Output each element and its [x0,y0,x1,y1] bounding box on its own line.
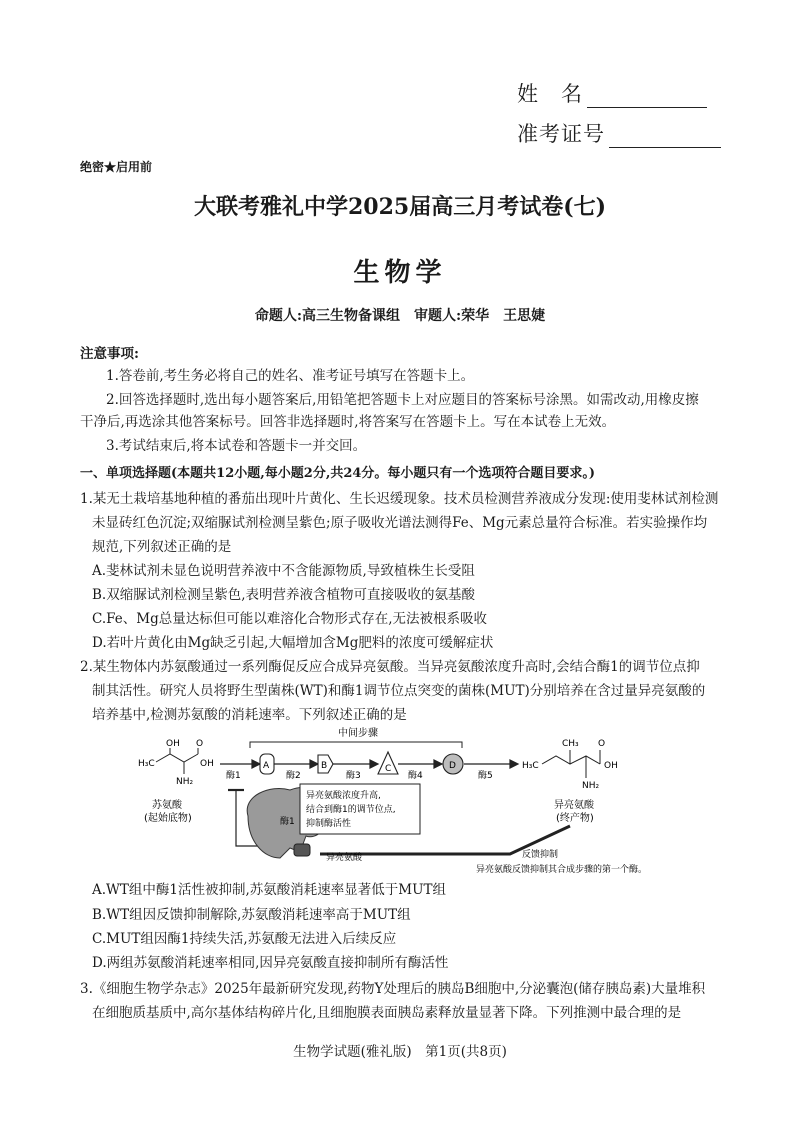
nh2-label: NH₂ [176,777,194,787]
note-item: 1.答卷前,考生务必将自己的姓名、准考证号填写在答题卡上。 [106,368,475,384]
q3-line: 在细胞质基质中,高尔基体结构碎片化,且细胞膜表面胰岛素释放量显著下降。下列推测中最合理的是 [92,1005,682,1021]
enzyme-label: 酶1 [226,771,241,781]
cooh-oh-label: OH [604,761,618,771]
callout-line: 异亮氨酸浓度升高, [306,791,381,801]
exam-title: 大联考雅礼中学2025届高三月考试卷(七) [193,194,607,220]
q2-option-d[interactable]: D.两组苏氨酸消耗速率相同,因异亮氨酸直接抑制所有酶活性 [92,955,449,971]
feedback-desc: 异亮氨酸反馈抑制其合成步骤的第一个酶。 [476,865,648,875]
intermediate-c: C [385,764,392,774]
ch3-top-label: CH₃ [562,739,579,749]
note-item: 2.回答选择题时,选出每小题答案后,用铅笔把答题卡上对应题目的答案标号涂黑。如需改动,用橡皮擦 [106,392,699,408]
q3-line: 3.《细胞生物学杂志》2025年最新研究发现,药物Y处理后的胰岛B细胞中,分泌囊泡(储存胰岛素)大量堆积 [80,981,706,997]
q2-option-c[interactable]: C.MUT组因酶1持续失活,苏氨酸无法进入后续反应 [92,931,397,947]
q1-line: 规范,下列叙述正确的是 [92,539,232,555]
intermediate-d: D [449,761,456,771]
note-item: 干净后,再选涂其他答案标号。回答非选择题时,将答案写在答题卡上。写在本试卷上无效。 [80,414,616,430]
enzyme1-label: 酶1 [280,817,295,827]
exam-id-label: 准考证号 [517,122,605,146]
subject-title: 生物学 [353,258,447,288]
q2-line: 培养基中,检测苏氨酸的消耗速率。下列叙述正确的是 [92,707,407,723]
intermediate-a: A [263,761,270,771]
q2-line: 2.某生物体内苏氨酸通过一系列酶促反应合成异亮氨酸。当异亮氨酸浓度升高时,会结合酶1的调节位点抑 [80,659,700,675]
h3c-ile-label: H₃C [522,761,539,771]
callout-line: 抑制酶活性 [306,819,352,829]
isoleucine-name: 异亮氨酸 [554,800,594,811]
page-footer: 生物学试题(雅礼版) 第1页(共8页) [293,1044,507,1060]
feedback-inhibition-diagram [130,724,690,880]
threonine-role: (起始底物) [144,813,192,824]
o-label: O [196,739,204,749]
q2-option-a[interactable]: A.WT组中酶1活性被抑制,苏氨酸消耗速率显著低于MUT组 [92,882,447,898]
enzyme-label: 酶3 [346,771,361,781]
q1-option-a[interactable]: A.斐林试剂未显色说明营养液中不含能源物质,导致植株生长受阻 [92,563,475,579]
name-field[interactable] [517,78,707,108]
ch3-label: H₃C [138,759,155,769]
middle-steps-label: 中间步骤 [338,728,378,739]
exam-id-blank[interactable] [609,129,721,148]
note-item: 3.考试结束后,将本试卷和答题卡一并交回。 [106,438,367,454]
q1-line: 未显砖红色沉淀;双缩脲试剂检测呈紫色;原子吸收光谱法测得Fe、Mg元素总量符合标准。若实验操作均 [92,515,708,531]
isoleucine-structure [522,739,618,824]
authors-line: 命题人:高三生物备课组 审题人:荣华 王思婕 [254,308,546,324]
isoleucine-bound-label: 异亮氨酸 [326,853,363,863]
q2-line: 制其活性。研究人员将野生型菌株(WT)和酶1调节位点突变的菌株(MUT)分别培养在含过量异亮氨酸的 [92,683,706,699]
nh2-label: NH₂ [582,781,600,791]
enzyme-label: 酶2 [286,771,301,781]
q1-option-d[interactable]: D.若叶片黄化由Mg缺乏引起,大幅增加含Mg肥料的浓度可缓解症状 [92,635,494,651]
feedback-label: 反馈抑制 [522,850,559,860]
oh-label: OH [166,739,180,749]
cooh-oh-label: OH [200,759,214,769]
enzyme-label: 酶5 [478,771,493,781]
q1-line: 1.某无土栽培基地种植的番茄出现叶片黄化、生长迟缓现象。技术员检测营养液成分发现:使用斐林试剂检测 [80,491,719,507]
confidential-mark: 绝密★启用前 [80,160,153,174]
q2-option-b[interactable]: B.WT组因反馈抑制解除,苏氨酸消耗速率高于MUT组 [92,907,411,923]
section-heading: 一、单项选择题(本题共12小题,每小题2分,共24分。每小题只有一个选项符合题目要求。) [80,466,596,481]
name-label: 姓 名 [517,82,583,106]
threonine-name: 苏氨酸 [152,800,182,811]
q1-option-c[interactable]: C.Fe、Mg总量达标但可能以难溶化合物形式存在,无法被根系吸收 [92,611,488,627]
isoleucine-bound-shape [294,844,310,856]
q1-option-b[interactable]: B.双缩脲试剂检测呈紫色,表明营养液含植物可直接吸收的氨基酸 [92,587,476,603]
enzyme-label: 酶4 [408,771,423,781]
notes-heading: 注意事项: [80,346,139,362]
exam-id-field[interactable] [517,118,721,148]
o-label: O [598,739,606,749]
intermediate-b: B [321,761,328,771]
name-blank[interactable] [587,89,707,108]
callout-line: 结合到酶1的调节位点, [306,805,396,815]
threonine-structure [138,739,214,824]
isoleucine-role: (终产物) [556,813,594,824]
